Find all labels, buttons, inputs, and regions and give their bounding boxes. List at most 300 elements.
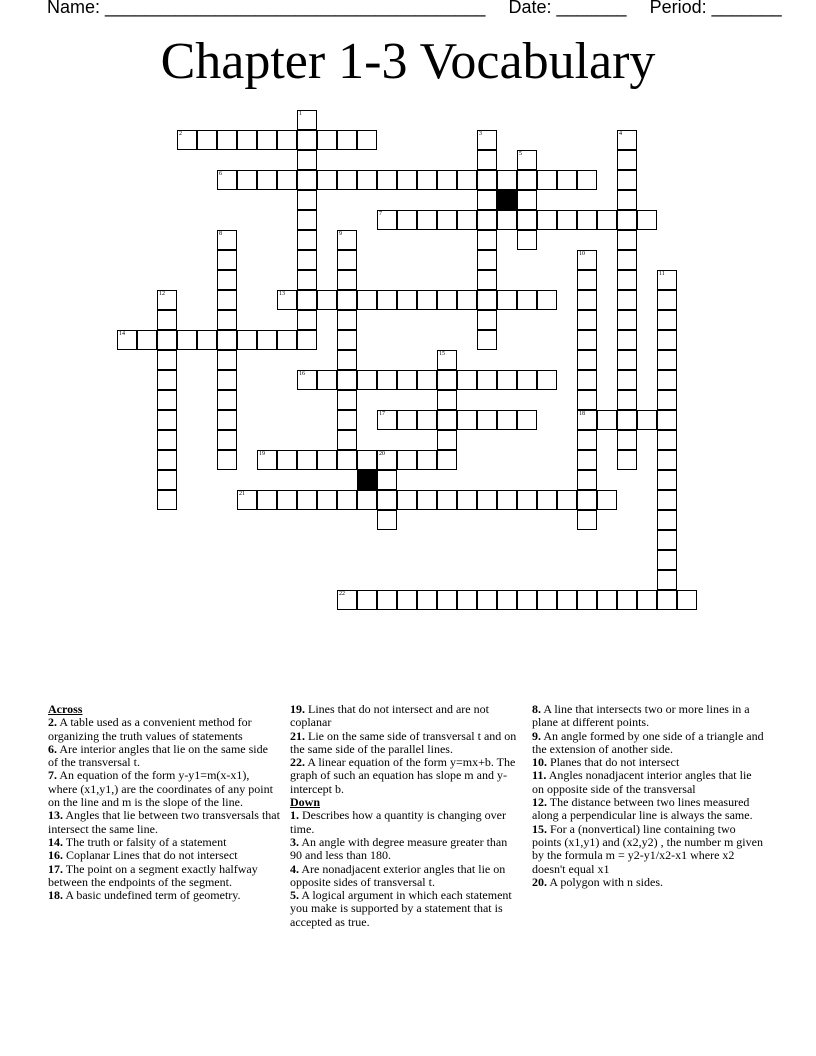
clue-number: 5 xyxy=(519,151,522,157)
crossword-cell[interactable] xyxy=(517,170,537,190)
crossword-cell[interactable] xyxy=(197,330,217,350)
crossword-cell[interactable] xyxy=(477,330,497,350)
crossword-cell[interactable] xyxy=(397,210,417,230)
crossword-cell[interactable] xyxy=(397,290,417,310)
crossword-cell[interactable] xyxy=(577,250,597,270)
crossword-cell[interactable] xyxy=(657,570,677,590)
crossword-cell[interactable] xyxy=(557,170,577,190)
clue-num-label: 4. xyxy=(290,861,299,876)
clue-text: A polygon with n sides. xyxy=(549,874,664,889)
crossword-cell[interactable] xyxy=(357,590,377,610)
crossword-cell[interactable] xyxy=(377,450,397,470)
crossword-cell[interactable] xyxy=(577,290,597,310)
clue-text: Lines that do not intersect and are not coplanar xyxy=(290,702,489,730)
crossword-cell[interactable] xyxy=(477,230,497,250)
crossword-cell[interactable] xyxy=(337,290,357,310)
crossword-cell[interactable] xyxy=(157,370,177,390)
clue-num-label: 18. xyxy=(48,888,63,903)
crossword-cell[interactable] xyxy=(297,190,317,210)
crossword-cell[interactable] xyxy=(437,350,457,370)
crossword-cell[interactable] xyxy=(417,450,437,470)
crossword-cell[interactable] xyxy=(117,330,137,350)
crossword-cell[interactable] xyxy=(617,270,637,290)
clue-num-label: 13. xyxy=(48,808,63,823)
crossword-cell[interactable] xyxy=(417,410,437,430)
clue-num-label: 19. xyxy=(290,702,305,716)
crossword-cell[interactable] xyxy=(577,370,597,390)
clues-column-1 xyxy=(48,703,280,902)
across-heading: Across xyxy=(48,702,83,716)
crossword-cell[interactable] xyxy=(377,290,397,310)
crossword-cell[interactable] xyxy=(617,170,637,190)
crossword-cell[interactable] xyxy=(157,490,177,510)
crossword-cell[interactable] xyxy=(157,450,177,470)
crossword-cell[interactable] xyxy=(297,450,317,470)
crossword-cell[interactable] xyxy=(617,590,637,610)
crossword-cell[interactable] xyxy=(657,590,677,610)
crossword-cell[interactable] xyxy=(377,590,397,610)
clue-number: 6 xyxy=(219,171,222,177)
crossword-cell[interactable] xyxy=(577,210,597,230)
crossword-cell[interactable] xyxy=(377,510,397,530)
crossword-cell[interactable] xyxy=(637,410,657,430)
crossword-cell[interactable] xyxy=(417,370,437,390)
crossword-cell[interactable] xyxy=(617,410,637,430)
crossword-cell[interactable] xyxy=(477,590,497,610)
clue-text: A line that intersects two or more lines in a plane at different points. xyxy=(532,702,750,730)
across-clue xyxy=(48,889,280,902)
clue-text: The distance between two lines measured along a perpendicular line is always the same. xyxy=(532,795,753,823)
crossword-cell[interactable] xyxy=(497,590,517,610)
down-clue xyxy=(290,889,522,929)
crossword-cell[interactable] xyxy=(177,130,197,150)
crossword-cell[interactable] xyxy=(657,370,677,390)
crossword-cell[interactable] xyxy=(577,450,597,470)
down-clue xyxy=(290,863,522,890)
clue-number: 1 xyxy=(299,111,302,117)
clue-num-label: 7. xyxy=(48,768,57,783)
crossword-cell[interactable] xyxy=(477,270,497,290)
crossword-cell[interactable] xyxy=(357,130,377,150)
crossword-cell[interactable] xyxy=(577,470,597,490)
crossword-cell[interactable] xyxy=(417,590,437,610)
crossword-cell[interactable] xyxy=(517,490,537,510)
crossword-cell[interactable] xyxy=(357,450,377,470)
crossword-cell[interactable] xyxy=(317,170,337,190)
clue-num-label: 14. xyxy=(48,834,63,849)
crossword-cell[interactable] xyxy=(517,230,537,250)
crossword-cell[interactable] xyxy=(657,530,677,550)
crossword-cell[interactable] xyxy=(617,290,637,310)
crossword-cell[interactable] xyxy=(617,330,637,350)
clue-num-label: 9. xyxy=(532,728,541,743)
crossword-cell[interactable] xyxy=(457,370,477,390)
clue-num-label: 11. xyxy=(532,768,547,783)
across-clue xyxy=(48,716,280,743)
date-field[interactable]: Date: _______ xyxy=(508,0,627,17)
crossword-cell[interactable] xyxy=(357,370,377,390)
crossword-cell[interactable] xyxy=(277,170,297,190)
clue-num-label: 2. xyxy=(48,715,57,730)
crossword-cell[interactable] xyxy=(577,170,597,190)
down-clue xyxy=(532,796,764,823)
clue-number: 19 xyxy=(259,451,265,457)
crossword-cell[interactable] xyxy=(177,330,197,350)
crossword-cell[interactable] xyxy=(657,490,677,510)
crossword-cell[interactable] xyxy=(237,330,257,350)
crossword-cell[interactable] xyxy=(577,310,597,330)
crossword-cell[interactable] xyxy=(237,170,257,190)
crossword-cell[interactable] xyxy=(437,390,457,410)
crossword-cell[interactable] xyxy=(557,210,577,230)
crossword-cell[interactable] xyxy=(357,490,377,510)
crossword-cell[interactable] xyxy=(417,290,437,310)
clue-text: Angles that lie between two transversals that intersect the same line. xyxy=(48,808,280,836)
crossword-cell[interactable] xyxy=(557,490,577,510)
crossword-cell[interactable] xyxy=(257,490,277,510)
crossword-cell[interactable] xyxy=(457,590,477,610)
clue-text: The point on a segment exactly halfway between the endpoints of the segment. xyxy=(48,861,258,889)
crossword-cell[interactable] xyxy=(337,130,357,150)
crossword-cell[interactable] xyxy=(437,170,457,190)
crossword-cell[interactable] xyxy=(157,350,177,370)
crossword-cell[interactable] xyxy=(397,450,417,470)
clue-num-label: 12. xyxy=(532,795,547,810)
crossword-cell[interactable] xyxy=(517,190,537,210)
crossword-cell[interactable] xyxy=(337,170,357,190)
crossword-cell[interactable] xyxy=(277,330,297,350)
down-clue xyxy=(532,823,764,876)
crossword-cell[interactable] xyxy=(337,430,357,450)
crossword-cell[interactable] xyxy=(437,210,457,230)
crossword-cell[interactable] xyxy=(577,330,597,350)
crossword-cell[interactable] xyxy=(477,250,497,270)
down-clue xyxy=(532,730,764,757)
crossword-cell[interactable] xyxy=(517,210,537,230)
crossword-cell[interactable] xyxy=(297,110,317,130)
crossword-cell[interactable] xyxy=(257,450,277,470)
clue-text: An angle formed by one side of a triangle and the extension of another side. xyxy=(532,728,764,756)
crossword-cell[interactable] xyxy=(497,370,517,390)
crossword-cell[interactable] xyxy=(617,310,637,330)
clue-number: 16 xyxy=(299,371,305,377)
crossword-black-cell xyxy=(497,190,517,210)
crossword-cell[interactable] xyxy=(617,230,637,250)
crossword-cell[interactable] xyxy=(297,370,317,390)
crossword-cell[interactable] xyxy=(277,450,297,470)
crossword-cell[interactable] xyxy=(597,490,617,510)
crossword-cell[interactable] xyxy=(437,370,457,390)
crossword-cell[interactable] xyxy=(157,310,177,330)
crossword-cell[interactable] xyxy=(297,490,317,510)
crossword-cell[interactable] xyxy=(257,130,277,150)
clue-num-label: 16. xyxy=(48,848,63,863)
crossword-cell[interactable] xyxy=(377,370,397,390)
crossword-cell[interactable] xyxy=(297,150,317,170)
clue-number: 18 xyxy=(579,411,585,417)
crossword-cell[interactable] xyxy=(457,290,477,310)
crossword-cell[interactable] xyxy=(217,130,237,150)
crossword-cell[interactable] xyxy=(377,490,397,510)
crossword-cell[interactable] xyxy=(477,310,497,330)
crossword-cell[interactable] xyxy=(517,150,537,170)
crossword-cell[interactable] xyxy=(477,210,497,230)
crossword-cell[interactable] xyxy=(297,290,317,310)
crossword-cell[interactable] xyxy=(337,450,357,470)
crossword-cell[interactable] xyxy=(297,330,317,350)
crossword-cell[interactable] xyxy=(337,490,357,510)
crossword-cell[interactable] xyxy=(617,370,637,390)
crossword-cell[interactable] xyxy=(317,130,337,150)
crossword-cell[interactable] xyxy=(477,410,497,430)
clue-text: An equation of the form y-y1=m(x-x1), where (x1,y1,) are the coordinates of any point on the line and m is the slope of the line. xyxy=(48,768,273,810)
crossword-cell[interactable] xyxy=(397,170,417,190)
crossword-cell[interactable] xyxy=(377,210,397,230)
crossword-cell[interactable] xyxy=(217,270,237,290)
crossword-cell[interactable] xyxy=(217,430,237,450)
across-clue xyxy=(48,809,280,836)
crossword-cell[interactable] xyxy=(337,350,357,370)
crossword-cell[interactable] xyxy=(217,330,237,350)
crossword-cell[interactable] xyxy=(617,390,637,410)
crossword-cell[interactable] xyxy=(457,210,477,230)
crossword-cell[interactable] xyxy=(357,170,377,190)
crossword-cell[interactable] xyxy=(657,310,677,330)
crossword-cell[interactable] xyxy=(657,410,677,430)
crossword-cell[interactable] xyxy=(317,290,337,310)
crossword-cell[interactable] xyxy=(537,290,557,310)
name-field[interactable]: Name: ______________________________________ xyxy=(47,0,486,17)
crossword-cell[interactable] xyxy=(297,170,317,190)
crossword-cell[interactable] xyxy=(217,370,237,390)
crossword-cell[interactable] xyxy=(477,190,497,210)
crossword-cell[interactable] xyxy=(337,310,357,330)
clue-number: 11 xyxy=(659,271,665,277)
clue-text: For a (nonvertical) line containing two points (x1,y1) and (x2,y2) , the number m given by the formula m = y2-y1/x2-x1 where x2 doesn't equal x1 xyxy=(532,821,763,876)
crossword-cell[interactable] xyxy=(597,590,617,610)
across-clue xyxy=(48,836,280,849)
crossword-cell[interactable] xyxy=(517,370,537,390)
crossword-cell[interactable] xyxy=(157,330,177,350)
crossword-cell[interactable] xyxy=(217,310,237,330)
crossword-cell[interactable] xyxy=(477,290,497,310)
clue-number: 7 xyxy=(379,211,382,217)
clue-text: Describes how a quantity is changing over time. xyxy=(290,808,506,836)
crossword-cell[interactable] xyxy=(397,370,417,390)
crossword-cell[interactable] xyxy=(677,590,697,610)
crossword-cell[interactable] xyxy=(517,590,537,610)
clue-text: The truth or falsity of a statement xyxy=(65,834,227,849)
crossword-cell[interactable] xyxy=(457,170,477,190)
crossword-cell[interactable] xyxy=(577,270,597,290)
crossword-cell[interactable] xyxy=(497,170,517,190)
crossword-cell[interactable] xyxy=(477,170,497,190)
crossword-cell[interactable] xyxy=(377,170,397,190)
crossword-cell[interactable] xyxy=(617,190,637,210)
clue-num-label: 3. xyxy=(290,834,299,849)
crossword-cell[interactable] xyxy=(657,430,677,450)
crossword-cell[interactable] xyxy=(217,350,237,370)
crossword-cell[interactable] xyxy=(157,290,177,310)
crossword-cell[interactable] xyxy=(437,590,457,610)
crossword-cell[interactable] xyxy=(337,590,357,610)
crossword-cell[interactable] xyxy=(297,130,317,150)
crossword-cell[interactable] xyxy=(257,170,277,190)
clue-text: Are nonadjacent exterior angles that lie on opposite sides of transversal t. xyxy=(290,861,506,889)
crossword-cell[interactable] xyxy=(357,290,377,310)
clue-num-label: 10. xyxy=(532,755,547,770)
crossword-cell[interactable] xyxy=(157,390,177,410)
crossword-cell[interactable] xyxy=(657,550,677,570)
across-clue xyxy=(48,769,280,809)
crossword-cell[interactable] xyxy=(497,290,517,310)
crossword-cell[interactable] xyxy=(437,410,457,430)
crossword-cell[interactable] xyxy=(597,210,617,230)
crossword-cell[interactable] xyxy=(477,370,497,390)
crossword-cell[interactable] xyxy=(237,130,257,150)
clue-number: 21 xyxy=(239,491,245,497)
crossword-cell[interactable] xyxy=(637,590,657,610)
crossword-cell[interactable] xyxy=(577,490,597,510)
crossword-cell[interactable] xyxy=(617,430,637,450)
down-clue xyxy=(532,703,764,730)
crossword-cell[interactable] xyxy=(617,250,637,270)
crossword-cell[interactable] xyxy=(277,490,297,510)
crossword-cell[interactable] xyxy=(577,390,597,410)
crossword-cell[interactable] xyxy=(497,490,517,510)
crossword-cell[interactable] xyxy=(657,450,677,470)
crossword-cell[interactable] xyxy=(537,210,557,230)
crossword-cell[interactable] xyxy=(137,330,157,350)
crossword-cell[interactable] xyxy=(437,290,457,310)
crossword-cell[interactable] xyxy=(417,490,437,510)
crossword-cell[interactable] xyxy=(217,410,237,430)
crossword-cell[interactable] xyxy=(597,410,617,430)
crossword-cell[interactable] xyxy=(397,490,417,510)
crossword-cell[interactable] xyxy=(497,410,517,430)
crossword-cell[interactable] xyxy=(617,210,637,230)
crossword-cell[interactable] xyxy=(197,130,217,150)
crossword-cell[interactable] xyxy=(217,290,237,310)
crossword-cell[interactable] xyxy=(217,390,237,410)
clue-num-label: 6. xyxy=(48,741,57,756)
crossword-cell[interactable] xyxy=(457,490,477,510)
crossword-cell[interactable] xyxy=(337,370,357,390)
clues-column-2 xyxy=(290,703,522,929)
crossword-cell[interactable] xyxy=(337,270,357,290)
crossword-cell[interactable] xyxy=(217,230,237,250)
crossword-cell[interactable] xyxy=(397,410,417,430)
crossword-cell[interactable] xyxy=(577,410,597,430)
crossword-cell[interactable] xyxy=(657,330,677,350)
crossword-cell[interactable] xyxy=(477,150,497,170)
crossword-cell[interactable] xyxy=(277,130,297,150)
crossword-cell[interactable] xyxy=(457,410,477,430)
crossword-cell[interactable] xyxy=(657,510,677,530)
clue-number: 12 xyxy=(159,291,165,297)
crossword-cell[interactable] xyxy=(377,410,397,430)
clue-text: Coplanar Lines that do not intersect xyxy=(66,848,238,863)
crossword-cell[interactable] xyxy=(297,230,317,250)
crossword-cell[interactable] xyxy=(557,590,577,610)
crossword-cell[interactable] xyxy=(657,470,677,490)
crossword-cell[interactable] xyxy=(537,370,557,390)
crossword-cell[interactable] xyxy=(657,390,677,410)
crossword-cell[interactable] xyxy=(297,310,317,330)
crossword-cell[interactable] xyxy=(637,210,657,230)
crossword-cell[interactable] xyxy=(577,510,597,530)
crossword-cell[interactable] xyxy=(297,210,317,230)
period-field[interactable]: Period: _______ xyxy=(649,0,782,17)
crossword-cell[interactable] xyxy=(337,390,357,410)
crossword-cell[interactable] xyxy=(397,590,417,610)
crossword-cell[interactable] xyxy=(617,350,637,370)
crossword-cell[interactable] xyxy=(257,330,277,350)
clue-number: 17 xyxy=(379,411,385,417)
crossword-cell[interactable] xyxy=(477,130,497,150)
crossword-cell[interactable] xyxy=(337,250,357,270)
crossword-cell[interactable] xyxy=(617,130,637,150)
clue-num-label: 20. xyxy=(532,874,547,889)
crossword-cell[interactable] xyxy=(417,170,437,190)
crossword-cell[interactable] xyxy=(437,490,457,510)
crossword-cell[interactable] xyxy=(537,590,557,610)
crossword-cell[interactable] xyxy=(317,370,337,390)
crossword-cell[interactable] xyxy=(337,410,357,430)
crossword-cell[interactable] xyxy=(657,290,677,310)
crossword-cell[interactable] xyxy=(337,330,357,350)
crossword-cell[interactable] xyxy=(517,290,537,310)
clue-num-label: 21. xyxy=(290,728,305,743)
crossword-cell[interactable] xyxy=(157,470,177,490)
clue-text: An angle with degree measure greater than 90 and less than 180. xyxy=(290,834,508,863)
crossword-cell[interactable] xyxy=(157,410,177,430)
crossword-cell[interactable] xyxy=(537,490,557,510)
crossword-cell[interactable] xyxy=(577,590,597,610)
across-clue xyxy=(48,743,280,770)
crossword-cell[interactable] xyxy=(617,150,637,170)
down-clue xyxy=(532,876,764,889)
crossword-cell[interactable] xyxy=(437,450,457,470)
clue-number: 13 xyxy=(279,291,285,297)
crossword-cell[interactable] xyxy=(537,170,557,190)
crossword-cell[interactable] xyxy=(437,430,457,450)
crossword-cell[interactable] xyxy=(517,410,537,430)
crossword-cell[interactable] xyxy=(337,230,357,250)
crossword-cell[interactable] xyxy=(657,350,677,370)
crossword-cell[interactable] xyxy=(297,250,317,270)
crossword-cell[interactable] xyxy=(297,270,317,290)
crossword-cell[interactable] xyxy=(577,430,597,450)
crossword-cell[interactable] xyxy=(217,450,237,470)
crossword-cell[interactable] xyxy=(317,490,337,510)
crossword-cell[interactable] xyxy=(317,450,337,470)
crossword-cell[interactable] xyxy=(217,250,237,270)
crossword-cell[interactable] xyxy=(617,450,637,470)
clue-text: A logical argument in which each statement you make is supported by a statement that is accepted as true. xyxy=(290,888,512,929)
crossword-cell[interactable] xyxy=(497,210,517,230)
crossword-cell[interactable] xyxy=(157,430,177,450)
crossword-cell[interactable] xyxy=(237,490,257,510)
crossword-cell[interactable] xyxy=(657,270,677,290)
crossword-cell[interactable] xyxy=(417,210,437,230)
crossword-cell[interactable] xyxy=(277,290,297,310)
clue-text: Angles nonadjacent interior angles that lie on opposite side of the transversal xyxy=(532,768,752,796)
crossword-cell[interactable] xyxy=(377,470,397,490)
crossword-cell[interactable] xyxy=(217,170,237,190)
crossword-cell[interactable] xyxy=(577,350,597,370)
crossword-cell[interactable] xyxy=(477,490,497,510)
